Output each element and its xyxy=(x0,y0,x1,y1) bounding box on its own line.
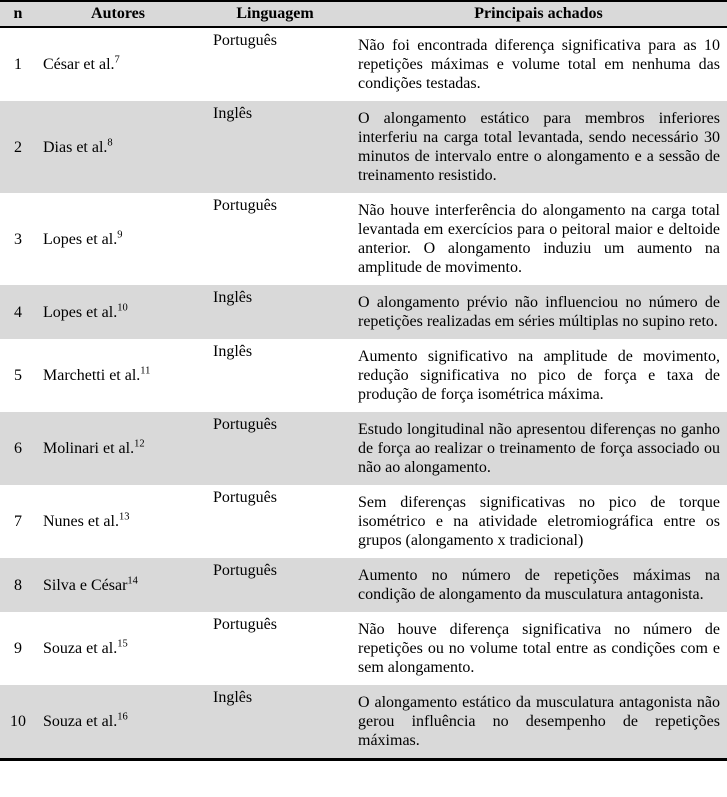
author-name: Silva e César xyxy=(43,576,128,594)
author-reference-superscript: 11 xyxy=(140,365,151,377)
author-name: Molinari et al. xyxy=(43,440,135,457)
language-cell: Inglês xyxy=(213,343,253,360)
table-header-row xyxy=(0,1,727,27)
language-cell: Português xyxy=(213,197,277,214)
author-cell xyxy=(36,685,200,760)
row-number: 10 xyxy=(10,713,26,730)
header-language: Linguagem xyxy=(200,1,350,27)
table-row xyxy=(0,685,727,760)
findings-cell: Aumento no número de repetições máximas na condição de alongamento da musculatura antagonista. xyxy=(358,567,720,603)
language-cell: Inglês xyxy=(213,289,253,306)
author-name: César et al. xyxy=(43,56,115,73)
author-cell xyxy=(36,339,200,412)
table-row xyxy=(0,558,727,612)
author-name: Souza et al. xyxy=(43,713,118,730)
author-cell xyxy=(36,193,200,285)
table-row xyxy=(0,612,727,685)
author-cell xyxy=(36,285,200,339)
row-number: 5 xyxy=(14,367,22,384)
findings-cell: O alongamento prévio não influenciou no número de repetições realizadas em séries múltiplas no supino reto. xyxy=(358,294,720,330)
findings-cell: Estudo longitudinal não apresentou diferenças no ganho de força ao realizar o treinamento de força associado ou não ao alongamento. xyxy=(358,421,720,476)
author-reference-superscript: 9 xyxy=(117,229,123,241)
author-reference-superscript: 14 xyxy=(127,575,138,587)
row-number: 3 xyxy=(14,230,22,248)
author-reference-superscript: 8 xyxy=(107,137,113,149)
author-reference-superscript: 7 xyxy=(114,54,120,66)
findings-cell: Não houve interferência do alongamento na carga total levantada em exercícios para o peitoral maior e deltoide anterior. O alongamento induziu um aumento na amplitude de movimento. xyxy=(358,202,720,276)
language-cell: Português xyxy=(213,616,277,633)
row-number: 1 xyxy=(14,56,22,73)
author-cell xyxy=(36,27,200,101)
author-reference-superscript: 13 xyxy=(118,511,130,523)
language-cell: Inglês xyxy=(213,105,253,122)
row-number: 7 xyxy=(14,513,22,530)
findings-cell: Não houve diferença significativa no número de repetições ou no volume total entre as condições com e sem alongamento. xyxy=(358,621,720,676)
author-cell xyxy=(36,612,200,685)
language-cell: Português xyxy=(213,562,277,579)
author-cell xyxy=(36,558,200,612)
header-n: n xyxy=(0,1,36,27)
header-findings: Principais achados xyxy=(350,1,727,27)
author-reference-superscript: 10 xyxy=(117,302,128,314)
author-reference-superscript: 16 xyxy=(117,711,128,723)
table-row xyxy=(0,412,727,485)
author-reference-superscript: 15 xyxy=(117,638,128,650)
author-cell xyxy=(36,101,200,193)
row-number: 9 xyxy=(14,640,22,657)
author-name: Marchetti et al. xyxy=(43,367,141,384)
language-cell: Português xyxy=(213,416,277,433)
author-name: Dias et al. xyxy=(43,138,108,156)
author-cell xyxy=(36,412,200,485)
findings-cell: Sem diferenças significativas no pico de torque isométrico e na atividade eletromiográfica entre os grupos (alongamento x tradicional) xyxy=(358,494,720,549)
author-name: Souza et al. xyxy=(43,640,118,657)
row-number: 6 xyxy=(14,440,22,457)
findings-cell: Aumento significativo na amplitude de movimento, redução significativa no pico de força e taxa de produção de força isométrica máxima. xyxy=(358,348,720,403)
table-row xyxy=(0,285,727,339)
row-number: 2 xyxy=(14,138,22,156)
table-row xyxy=(0,27,727,101)
header-authors: Autores xyxy=(36,1,200,27)
author-name: Lopes et al. xyxy=(43,230,118,248)
language-cell: Português xyxy=(213,489,277,506)
language-cell: Inglês xyxy=(213,689,253,706)
author-cell xyxy=(36,485,200,558)
author-reference-superscript: 12 xyxy=(134,438,145,450)
findings-cell: O alongamento estático para membros inferiores interferiu na carga total levantada, sendo necessário 30 minutos de intervalo entre o alongamento e a sessão de treinamento resistido. xyxy=(358,110,720,184)
table-row xyxy=(0,485,727,558)
row-number: 8 xyxy=(14,576,22,594)
findings-cell: Não foi encontrada diferença significativa para as 10 repetições máximas e volume total em nenhuma das condições testadas. xyxy=(358,37,720,92)
table-row xyxy=(0,101,727,193)
table-row xyxy=(0,193,727,285)
author-name: Nunes et al. xyxy=(43,513,119,530)
language-cell: Português xyxy=(213,32,277,49)
row-number: 4 xyxy=(14,303,22,321)
author-name: Lopes et al. xyxy=(43,303,118,321)
table-row xyxy=(0,339,727,412)
findings-cell: O alongamento estático da musculatura antagonista não gerou influência no desempenho de repetições máximas. xyxy=(358,694,720,749)
